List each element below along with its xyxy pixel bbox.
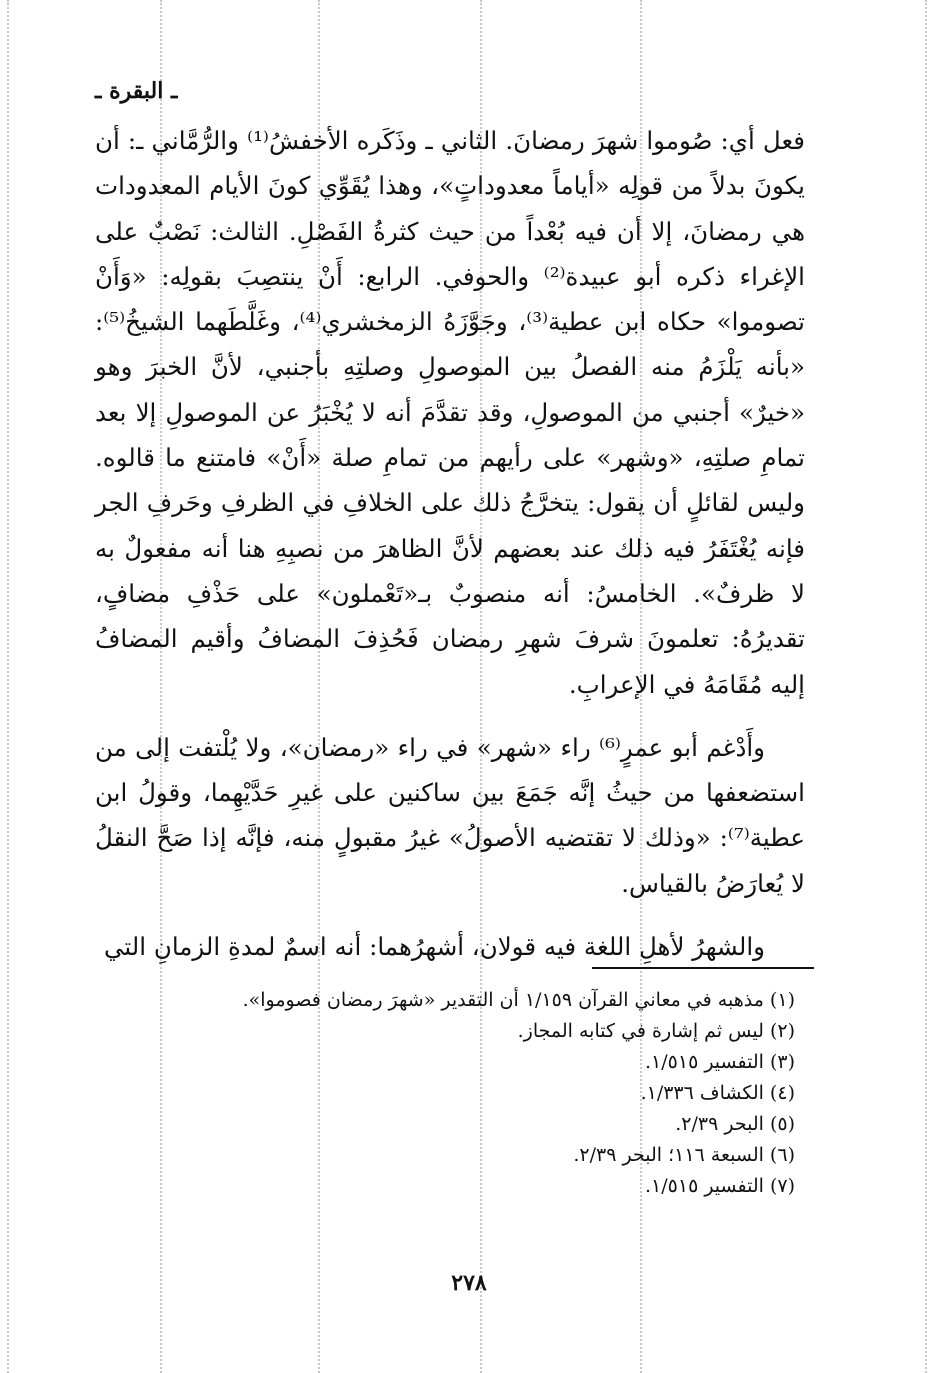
footnote: (٦) السبعة ١١٦؛ البحر ٢/٣٩.: [573, 1144, 795, 1166]
paragraph: فعل أي: صُوموا شهرَ رمضانَ. الثاني ـ وذَكَره الأخفشُ⁽¹⁾ والرُّمَّاني ـ: أن يكونَ بدلاً من قولِه «أياماً معدوداتٍ»، وهذا يُقَوِّي كونَ الأيام المعدودات هي رمضانَ، إلا أن فيه بُعْداً من حيث كثرةُ الفَصْلِ. الثالث: نَصْبٌ على الإغراء ذكره أبو عبيدة⁽²⁾ والحوفي. الرابع: أَنْ ينتصِبَ بقولِه: «وَأَنْ تصوموا» حكاه ابن عطية⁽³⁾، وجَوَّزَهُ الزمخشري⁽⁴⁾، وغَلَّطَهما الشيخُ⁽⁵⁾: «بأنه يَلْزَمُ منه الفصلُ بين الموصولِ وصلتِهِ بأجنبي، لأنَّ الخبرَ وهو «خيرٌ» أجنبي من الموصولِ، وقد تقدَّمَ أنه لا يُخْبَرُ عن الموصولِ إلا بعد تمامِ صلتِهِ، «وشهر» على رأيهم من تمامِ صلة «أَنْ» فامتنع ما قالوه. وليس لقائلٍ أن يقول: يتخرَّجُ ذلك على الخلافِ في الظرفِ وحَرفِ الجر فإنه يُغْتَفَرُ فيه ذلك عند بعضهم لأنَّ الظاهرَ من نصبِهِ هنا أنه مفعولٌ به لا ظرفٌ». الخامسُ: أنه منصوبٌ بـ«تَعْملون» على حَذْفِ مضافٍ، تقديرُهُ: تعلمونَ شرفَ شهرِ رمضان فَحُذِفَ المضافُ وأقيم المضافُ إليه مُقَامَهُ في الإعرابِ.: [95, 126, 805, 699]
paragraph: والشهرُ لأهلِ اللغة فيه قولان، أشهرُهما: أنه اسمٌ لمدةِ الزمانِ التي: [103, 932, 765, 962]
footnote-separator: [592, 967, 814, 969]
main-text: [95, 118, 805, 987]
footnote: (٢) ليس ثم إشارة في كتابه المجاز.: [517, 1020, 795, 1042]
footnote: (٤) الكشاف ١/٣٣٦.: [640, 1082, 795, 1104]
paragraph: وأَدْغم أبو عمرٍ⁽⁶⁾ راء «شهر» في راء «رمضان»، ولا يُلْتفت إلى من استضعفها من حيثُ إنَّه جَمَعَ بين ساكنين على غيرِ حَدَّيْهِما، وقولُ ابن عطية⁽⁷⁾: «وذلك لا تقتضيه الأصولُ» غيرُ مقبولٍ منه، فإنَّه إذا صَحَّ النقلُ لا يُعارَضُ بالقياس.: [95, 732, 805, 898]
footnote: (١) مذهبه في معاني القرآن ١/١٥٩ أن التقدير «شهرَ رمضان فصوموا».: [242, 989, 795, 1011]
footnotes-list: [95, 985, 795, 1202]
footnote: (٥) البحر ٢/٣٩.: [675, 1113, 795, 1135]
scan-dotted-line: [925, 0, 927, 1373]
page-number: ٢٧٨: [451, 1270, 487, 1296]
footnote: (٣) التفسير ١/٥١٥.: [645, 1051, 795, 1073]
footnote: (٧) التفسير ١/٥١٥.: [645, 1175, 795, 1197]
running-header: ـ البقرة ـ: [95, 78, 178, 104]
scan-dotted-line: [7, 0, 9, 1373]
